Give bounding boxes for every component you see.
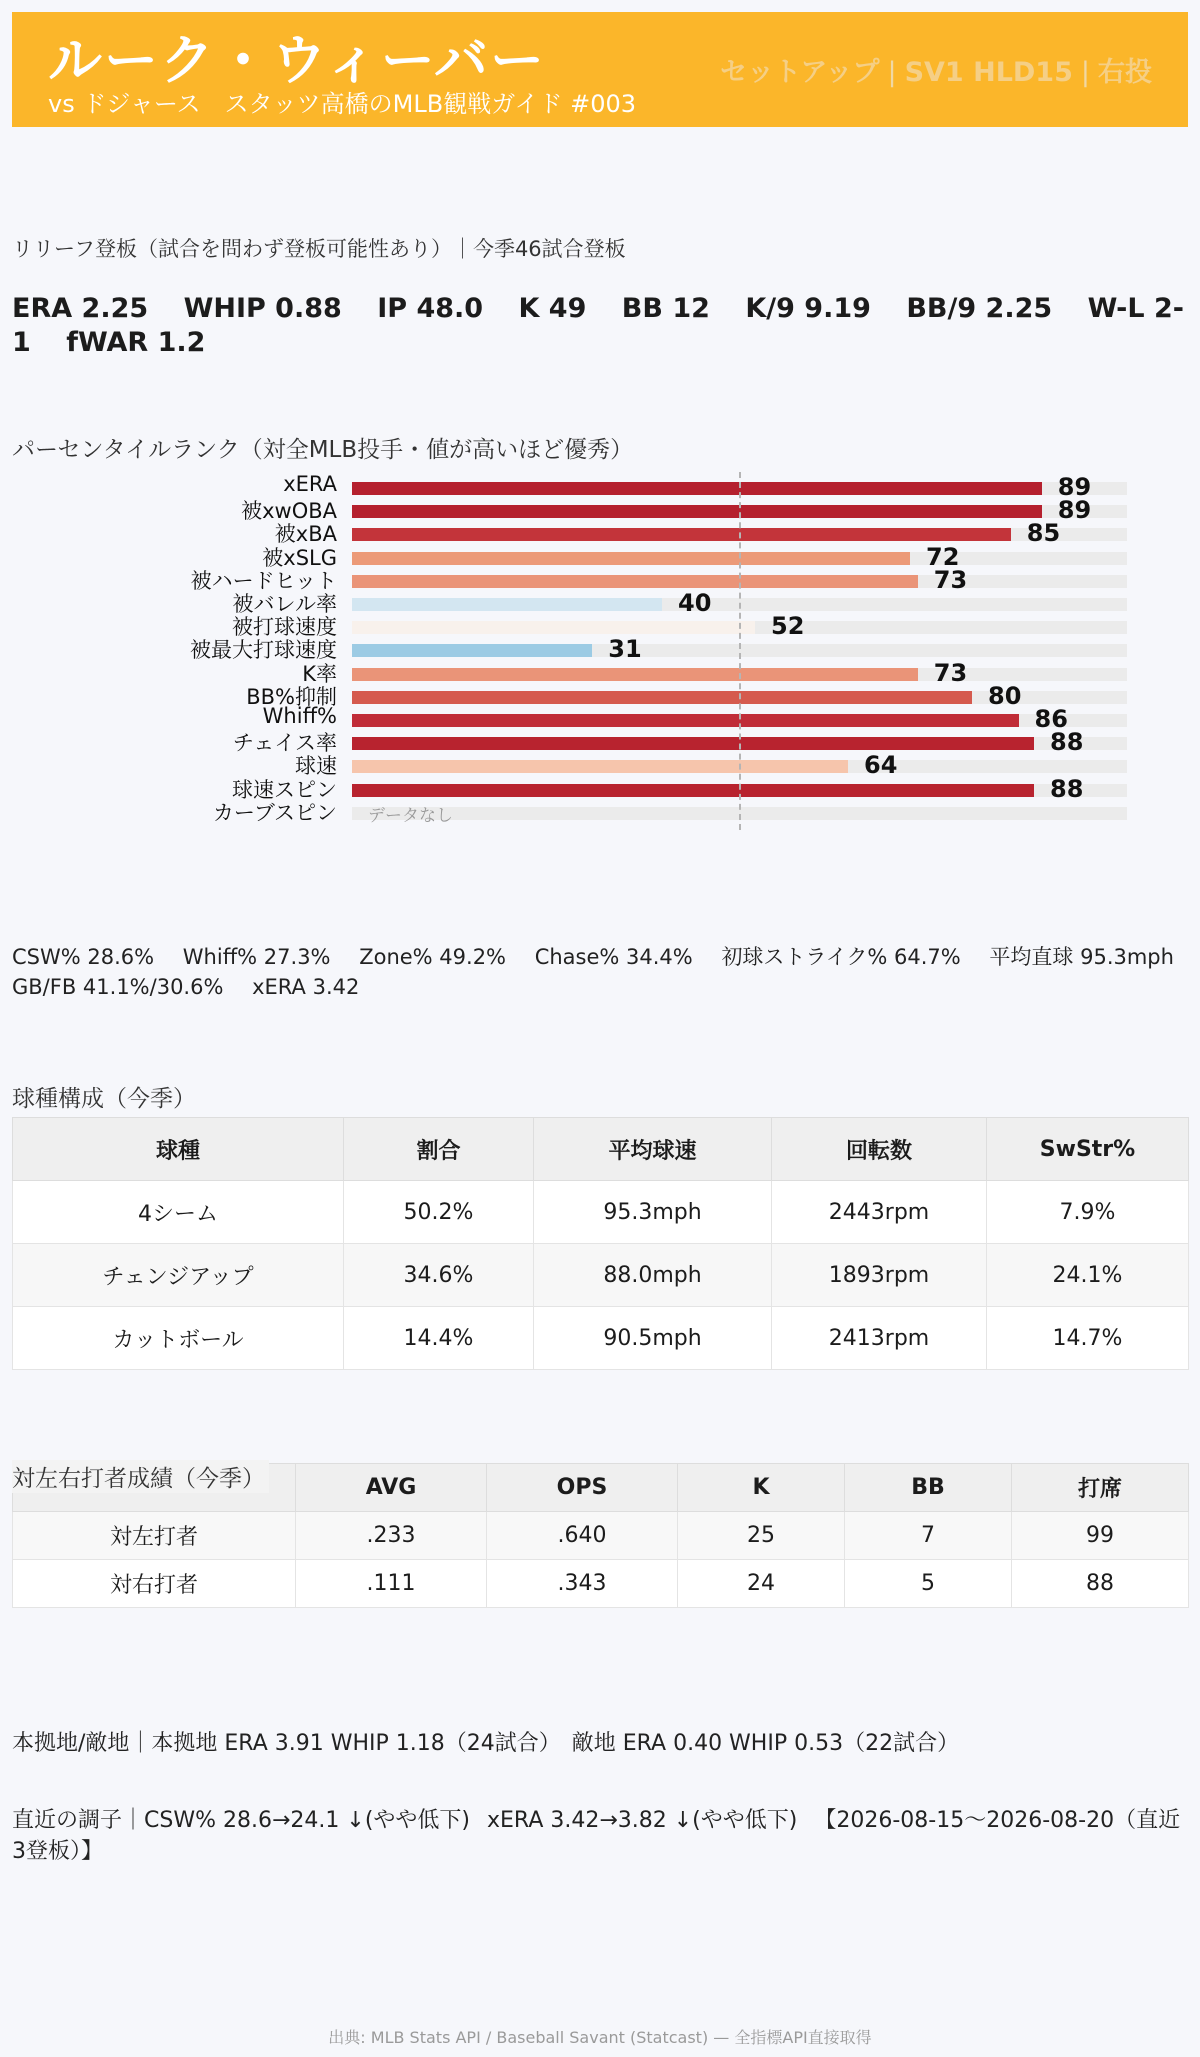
col-header: OPS	[487, 1464, 678, 1512]
percentile-label: 被xSLG	[262, 545, 337, 570]
percentile-label: 被最大打球速度	[190, 638, 337, 663]
table-cell: 25	[678, 1512, 845, 1560]
table-row	[13, 1244, 1189, 1307]
percentile-value: 73	[933, 658, 968, 687]
table-cell: 2413rpm	[772, 1307, 987, 1370]
table-cell: 14.7%	[987, 1307, 1189, 1370]
metric-chase: Chase% 34.4%	[534, 945, 693, 969]
percentile-bar	[352, 505, 1042, 518]
percentile-bar	[352, 598, 662, 611]
metric-first-strike: 初球ストライク% 64.7%	[721, 945, 961, 969]
table-cell: 95.3mph	[534, 1181, 772, 1244]
percentile-row	[0, 589, 1200, 617]
table-cell: .111	[296, 1560, 487, 1608]
recent-form	[12, 1805, 1182, 1867]
col-header: K	[678, 1464, 845, 1512]
col-header: 回転数	[772, 1118, 987, 1181]
header-role-info	[720, 50, 1152, 89]
percentile-row	[0, 565, 1200, 594]
percentile-value: 85	[1026, 519, 1061, 548]
stat-era: ERA 2.25	[12, 293, 149, 324]
percentile-label: 被xwOBA	[241, 499, 337, 524]
table-cell: 88.0mph	[534, 1244, 772, 1307]
table-cell: 4シーム	[13, 1181, 344, 1244]
table-cell: 7	[845, 1512, 1012, 1560]
table-cell: 90.5mph	[534, 1307, 772, 1370]
percentile-label: BB%抑制	[246, 684, 337, 709]
percentile-value: 88	[1050, 774, 1084, 803]
col-header: 平均球速	[534, 1118, 772, 1181]
percentile-bar	[352, 714, 1019, 727]
table-cell: .233	[296, 1512, 487, 1560]
percentile-value: 73	[933, 565, 968, 594]
separator: |	[1080, 57, 1090, 88]
table-cell: 2443rpm	[772, 1181, 987, 1244]
percentile-bar	[352, 691, 972, 704]
recent-xera: xERA 3.42→3.82 ↓(やや低下)	[487, 1808, 798, 1833]
percentile-row	[0, 496, 1200, 525]
percentile-value: 52	[771, 612, 805, 641]
percentile-bar	[352, 644, 592, 657]
stat-wl: W-L 2-1	[12, 293, 1184, 358]
percentile-bar	[352, 621, 755, 634]
percentile-label: 被バレル率	[232, 592, 337, 616]
percentile-value: 80	[988, 681, 1022, 710]
table-cell: 5	[845, 1560, 1012, 1608]
percentile-row	[0, 801, 1200, 824]
col-header: 割合	[344, 1118, 534, 1181]
header-subtitle: vs ドジャース スタッツ高橋のMLB観戦ガイド #003	[48, 90, 637, 118]
home-away-line: 本拠地/敵地｜本拠地 ERA 3.91 WHIP 1.18（24試合） 敵地 ERA 0.40 WHIP 0.53（22試合）	[12, 1731, 960, 1756]
table-row	[13, 1512, 1189, 1560]
table-row	[13, 1560, 1189, 1608]
header-banner	[12, 12, 1188, 127]
percentile-midline	[739, 472, 741, 830]
stat-ip: IP 48.0	[377, 293, 484, 324]
table-row	[13, 1181, 1189, 1244]
pitch-metrics	[12, 942, 1197, 1002]
table-cell: カットボール	[13, 1307, 344, 1370]
percentile-label: カーブスピン	[212, 800, 337, 825]
percentile-value: 64	[864, 751, 898, 780]
stat-bb9: BB/9 2.25	[906, 293, 1053, 324]
pitch-mix-table	[12, 1117, 1189, 1370]
separator: |	[887, 57, 897, 88]
percentile-row	[0, 681, 1200, 710]
percentile-bar	[352, 482, 1042, 495]
table-cell: 1893rpm	[772, 1244, 987, 1307]
table-cell: 34.6%	[344, 1244, 534, 1307]
recent-label: 直近の調子｜	[12, 1808, 145, 1833]
col-header: AVG	[296, 1464, 487, 1512]
percentile-label: チェイス率	[232, 731, 337, 756]
split-title: 対左右打者成績（今季）	[12, 1460, 269, 1493]
percentile-label: xERA	[283, 472, 337, 496]
col-header: 球種	[13, 1118, 344, 1181]
recent-csw: CSW% 28.6→24.1 ↓(やや低下)	[144, 1808, 470, 1833]
table-cell: .640	[487, 1512, 678, 1560]
percentile-bar	[352, 575, 918, 588]
table-cell: 14.4%	[344, 1307, 534, 1370]
percentile-value: 89	[1057, 496, 1092, 525]
percentile-bar	[352, 737, 1034, 750]
percentile-label: 球速スピン	[232, 777, 337, 802]
percentile-value: 88	[1050, 728, 1084, 757]
percentile-value: 72	[926, 542, 960, 571]
percentile-row	[0, 612, 1200, 641]
metric-avg-fastball: 平均直球 95.3mph	[989, 945, 1174, 969]
stat-k: K 49	[518, 293, 587, 324]
footer-source: 出典: MLB Stats API / Baseball Savant (Statcast) — 全指標API直接取得	[328, 2028, 872, 2047]
table-cell: .343	[487, 1560, 678, 1608]
percentile-bar	[352, 668, 918, 681]
role-line: リリーフ登板（試合を問わず登板可能性あり）｜今季46試合登板	[12, 237, 626, 261]
percentile-row	[0, 774, 1200, 803]
metric-xera: xERA 3.42	[252, 975, 360, 999]
season-stats	[12, 292, 1188, 360]
percentile-row	[0, 728, 1200, 757]
table-cell: 99	[1012, 1512, 1189, 1560]
stat-bb: BB 12	[621, 293, 710, 324]
percentile-label: K率	[302, 661, 337, 686]
table-row	[13, 1307, 1189, 1370]
table-header-row	[13, 1118, 1189, 1181]
metric-gbfb: GB/FB 41.1%/30.6%	[12, 975, 224, 999]
percentile-title: パーセンタイルランク（対全MLB投手・値が高いほど優秀）	[12, 437, 634, 463]
metric-zone: Zone% 49.2%	[359, 945, 507, 969]
percentile-row	[0, 635, 1200, 664]
table-cell: 24	[678, 1560, 845, 1608]
percentile-row	[0, 519, 1200, 548]
percentile-bar	[352, 528, 1011, 541]
row-label: 対左打者	[13, 1512, 296, 1560]
percentile-label: Whiff%	[262, 704, 337, 728]
percentile-label: 球速	[295, 754, 337, 779]
table-cell: 88	[1012, 1560, 1189, 1608]
percentile-row	[0, 751, 1200, 780]
metric-whiff: Whiff% 27.3%	[182, 945, 331, 969]
table-cell: チェンジアップ	[13, 1244, 344, 1307]
recent-period: 【2026-08-15〜2026-08-20（直近3登板）】	[12, 1808, 1181, 1864]
percentile-bar	[352, 784, 1034, 797]
metric-csw: CSW% 28.6%	[12, 945, 155, 969]
stat-fwar: fWAR 1.2	[66, 327, 206, 358]
percentile-row	[0, 542, 1200, 571]
percentile-label: 被打球速度	[232, 615, 337, 640]
percentile-no-data: データなし	[368, 805, 453, 826]
player-name: ルーク・ウィーバー	[48, 29, 547, 92]
percentile-value: 86	[1034, 705, 1068, 733]
percentile-value: 40	[678, 589, 712, 617]
percentile-bar	[352, 760, 848, 773]
row-label: 対右打者	[13, 1560, 296, 1608]
percentile-row	[0, 472, 1200, 501]
pitch-mix-title: 球種構成（今季）	[12, 1086, 196, 1112]
percentile-bar	[352, 552, 910, 565]
col-header: BB	[845, 1464, 1012, 1512]
col-header: SwStr%	[987, 1118, 1189, 1181]
table-cell: 24.1%	[987, 1244, 1189, 1307]
percentile-label: 被xBA	[274, 522, 337, 547]
percentile-label: 被ハードヒット	[190, 568, 337, 593]
table-cell: 50.2%	[344, 1181, 534, 1244]
table-cell: 7.9%	[987, 1181, 1189, 1244]
hand-badge: 右投	[1098, 57, 1152, 88]
stat-k9: K/9 9.19	[745, 293, 871, 324]
role-badge: セットアップ	[720, 57, 880, 88]
percentile-value: 89	[1057, 473, 1092, 501]
col-header: 打席	[1012, 1464, 1189, 1512]
percentile-row	[0, 704, 1200, 733]
percentile-value: 31	[608, 635, 642, 664]
record-badge: SV1 HLD15	[904, 57, 1073, 88]
stat-whip: WHIP 0.88	[183, 293, 342, 324]
